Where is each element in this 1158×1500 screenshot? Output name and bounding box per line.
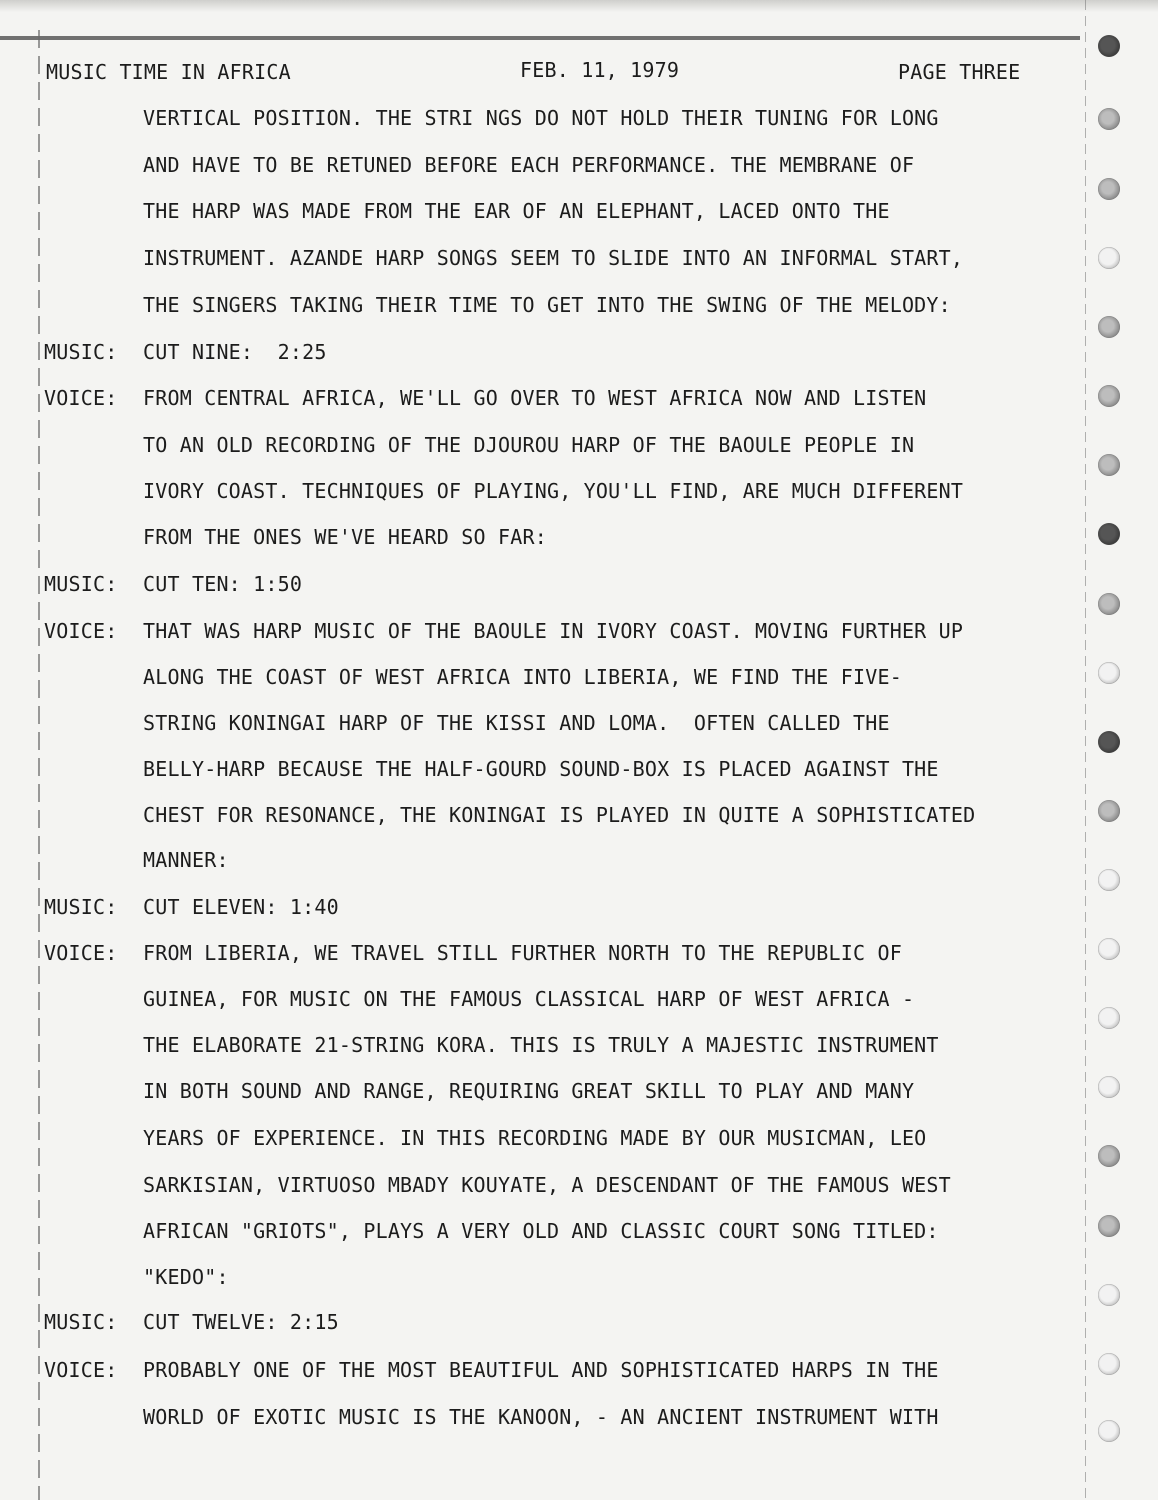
script-line: THE ELABORATE 21-STRING KORA. THIS IS TRULY A MAJESTIC INSTRUMENT	[143, 1033, 939, 1057]
script-line: THE HARP WAS MADE FROM THE EAR OF AN ELEPHANT, LACED ONTO THE	[143, 199, 890, 223]
script-line: CHEST FOR RESONANCE, THE KONINGAI IS PLAYED IN QUITE A SOPHISTICATED	[143, 803, 976, 827]
script-line: BELLY-HARP BECAUSE THE HALF-GOURD SOUND-BOX IS PLACED AGAINST THE	[143, 757, 939, 781]
feed-hole-icon	[1098, 938, 1120, 960]
header-page-number: PAGE THREE	[898, 60, 1021, 84]
feed-hole-icon	[1098, 523, 1120, 545]
feed-hole-icon	[1098, 1145, 1120, 1167]
script-line: "KEDO":	[143, 1265, 229, 1289]
feed-hole-icon	[1098, 1215, 1120, 1237]
right-tear-perforation	[1085, 0, 1086, 1500]
script-line: AND HAVE TO BE RETUNED BEFORE EACH PERFORMANCE. THE MEMBRANE OF	[143, 153, 915, 177]
feed-hole-icon	[1098, 1007, 1120, 1029]
script-line: YEARS OF EXPERIENCE. IN THIS RECORDING MADE BY OUR MUSICMAN, LEO	[143, 1126, 927, 1150]
feed-hole-icon	[1098, 1284, 1120, 1306]
feed-hole-icon	[1098, 1076, 1120, 1098]
script-line: PROBABLY ONE OF THE MOST BEAUTIFUL AND SOPHISTICATED HARPS IN THE	[143, 1358, 939, 1382]
script-line: TO AN OLD RECORDING OF THE DJOUROU HARP OF THE BAOULE PEOPLE IN	[143, 433, 915, 457]
speaker-label-voice: VOICE:	[44, 619, 118, 643]
speaker-label-music: MUSIC:	[44, 1310, 118, 1334]
script-line: FROM CENTRAL AFRICA, WE'LL GO OVER TO WEST AFRICA NOW AND LISTEN	[143, 386, 927, 410]
speaker-label-voice: VOICE:	[44, 941, 118, 965]
music-cue: CUT ELEVEN: 1:40	[143, 895, 339, 919]
script-line: MANNER:	[143, 848, 229, 872]
script-line: THE SINGERS TAKING THEIR TIME TO GET INTO THE SWING OF THE MELODY:	[143, 293, 951, 317]
tractor-feed-holes	[1098, 35, 1122, 1495]
feed-hole-icon	[1098, 593, 1120, 615]
paper-top-edge	[0, 0, 1158, 12]
feed-hole-icon	[1098, 247, 1120, 269]
script-line: SARKISIAN, VIRTUOSO MBADY KOUYATE, A DESCENDANT OF THE FAMOUS WEST	[143, 1173, 951, 1197]
feed-hole-icon	[1098, 108, 1120, 130]
feed-hole-icon	[1098, 178, 1120, 200]
feed-hole-icon	[1098, 454, 1120, 476]
script-line: IVORY COAST. TECHNIQUES OF PLAYING, YOU'LL FIND, ARE MUCH DIFFERENT	[143, 479, 964, 503]
left-margin-perforation	[38, 30, 40, 1500]
feed-hole-icon	[1098, 35, 1120, 57]
feed-hole-icon	[1098, 731, 1120, 753]
feed-hole-icon	[1098, 1420, 1120, 1442]
feed-hole-icon	[1098, 385, 1120, 407]
script-line: INSTRUMENT. AZANDE HARP SONGS SEEM TO SLIDE INTO AN INFORMAL START,	[143, 246, 964, 270]
speaker-label-music: MUSIC:	[44, 572, 118, 596]
script-line: VERTICAL POSITION. THE STRI NGS DO NOT HOLD THEIR TUNING FOR LONG	[143, 106, 939, 130]
header-date: FEB. 11, 1979	[520, 58, 680, 82]
script-line: FROM LIBERIA, WE TRAVEL STILL FURTHER NORTH TO THE REPUBLIC OF	[143, 941, 902, 965]
feed-hole-icon	[1098, 869, 1120, 891]
speaker-label-music: MUSIC:	[44, 340, 118, 364]
header-title: MUSIC TIME IN AFRICA	[46, 60, 291, 84]
music-cue: CUT NINE: 2:25	[143, 340, 327, 364]
script-line: IN BOTH SOUND AND RANGE, REQUIRING GREAT SKILL TO PLAY AND MANY	[143, 1079, 915, 1103]
speaker-label-music: MUSIC:	[44, 895, 118, 919]
music-cue: CUT TEN: 1:50	[143, 572, 303, 596]
script-line: GUINEA, FOR MUSIC ON THE FAMOUS CLASSICAL HARP OF WEST AFRICA -	[143, 987, 915, 1011]
music-cue: CUT TWELVE: 2:15	[143, 1310, 339, 1334]
feed-hole-icon	[1098, 662, 1120, 684]
script-line: FROM THE ONES WE'VE HEARD SO FAR:	[143, 525, 547, 549]
script-line: WORLD OF EXOTIC MUSIC IS THE KANOON, - AN ANCIENT INSTRUMENT WITH	[143, 1405, 939, 1429]
script-line: ALONG THE COAST OF WEST AFRICA INTO LIBERIA, WE FIND THE FIVE-	[143, 665, 902, 689]
script-line: STRING KONINGAI HARP OF THE KISSI AND LOMA. OFTEN CALLED THE	[143, 711, 890, 735]
speaker-label-voice: VOICE:	[44, 1358, 118, 1382]
script-line: THAT WAS HARP MUSIC OF THE BAOULE IN IVORY COAST. MOVING FURTHER UP	[143, 619, 964, 643]
feed-hole-icon	[1098, 800, 1120, 822]
feed-hole-icon	[1098, 1353, 1120, 1375]
speaker-label-voice: VOICE:	[44, 386, 118, 410]
script-line: AFRICAN "GRIOTS", PLAYS A VERY OLD AND CLASSIC COURT SONG TITLED:	[143, 1219, 939, 1243]
feed-hole-icon	[1098, 316, 1120, 338]
perforation-rule	[0, 36, 1080, 40]
